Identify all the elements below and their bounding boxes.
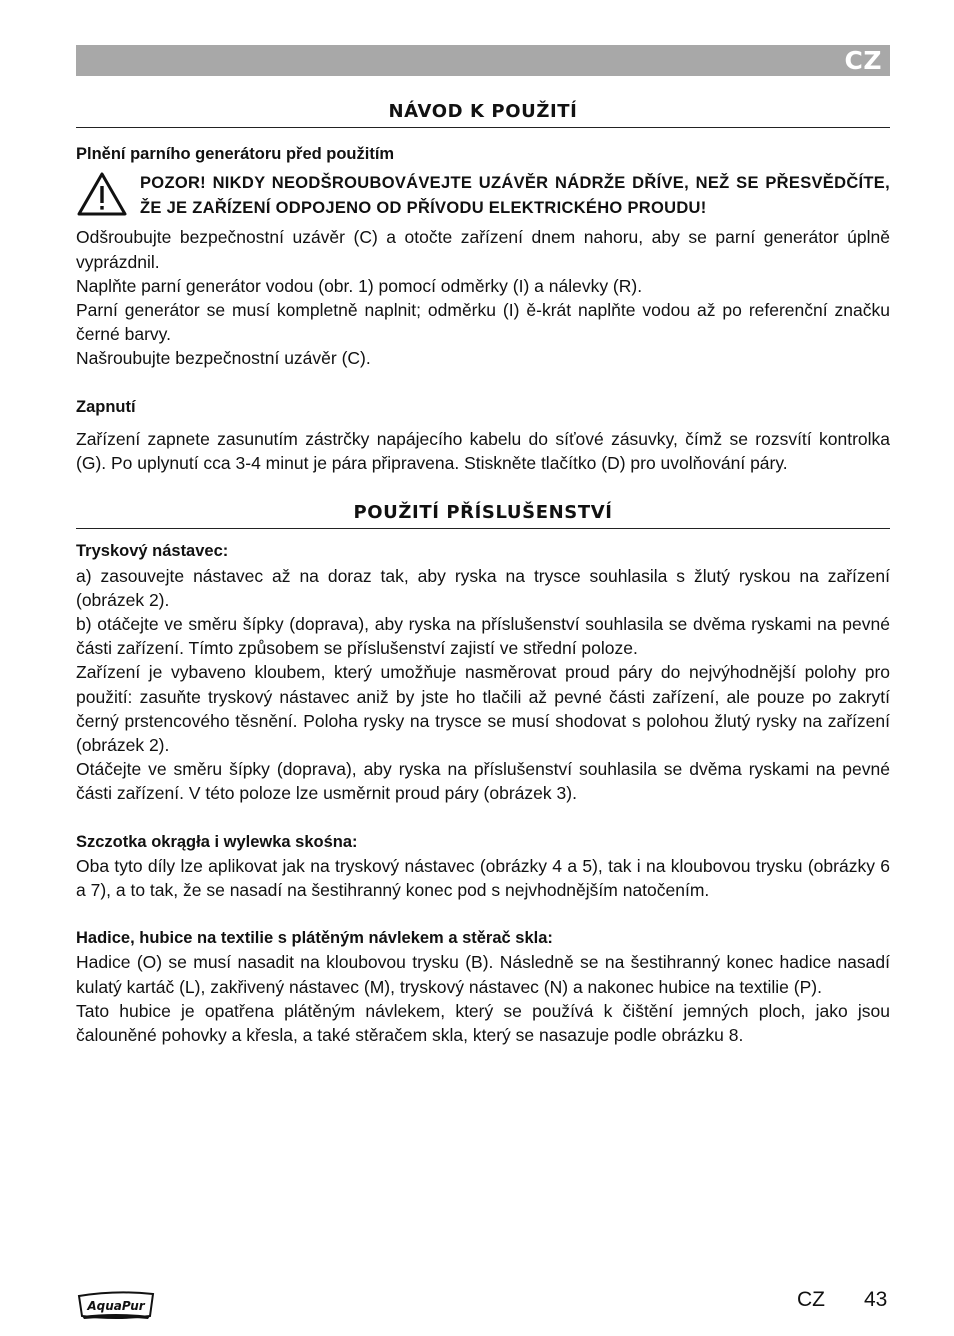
aquapur-logo — [76, 1288, 156, 1322]
paragraph: b) otáčejte ve směru šípky (doprava), aby ryska na příslušenství souhlasila se dvěma ryskami na pevné části zařízení. Tímto způsobem se příslušenství zajistí ve střední poloze. — [76, 614, 890, 659]
footer-language: CZ — [797, 1288, 825, 1311]
section-title-navod: NÁVOD K POUŽITÍ — [76, 100, 890, 128]
page-content — [76, 100, 890, 1047]
subheading-zapnuti: Zapnutí — [76, 397, 136, 416]
warning-text: POZOR! NIKDY NEODŠROUBOVÁVEJTE UZÁVĚR NÁDRŽE DŘÍVE, NEŽ SE PŘESVĚDČÍTE, ŽE JE ZAŘÍZENÍ ODPOJENO OD PŘÍVODU ELEKTRICKÉHO PROUDU! — [140, 174, 890, 218]
paragraph: Naplňte parní generátor vodou (obr. 1) pomocí odměrky (I) a nálevky (R). — [76, 275, 643, 296]
logo-text: AquaPur — [87, 1299, 145, 1313]
header-bar — [76, 45, 890, 76]
paragraph: Odšroubujte bezpečnostní uzávěr (C) a otočte zařízení dnem nahoru, aby se parní generátor úplně vyprázdnil. — [76, 227, 890, 272]
paragraph: a) zasouvejte nástavec až na doraz tak, aby ryska na trysce souhlasila s žlutý ryskou na zařízení (obrázek 2). — [76, 565, 890, 610]
paragraph: Tato hubice je opatřena plátěným návlekem, který se používá k čištění jemných ploch, jako jsou čalouněné pohovky a křesla, a také stěračem skla, který se nasazuje podle obrázku 8. — [76, 1000, 890, 1046]
page-number: 43 — [864, 1288, 888, 1311]
paragraph: Hadice (O) se musí nasadit na kloubovou trysku (B). Následně se na šestihranný konec hadice nasadí kulatý kartáč (L), zakřivený nástavec (M), tryskový nástavec (N) a nakonec hubice na textilie (P). — [76, 952, 890, 997]
subheading-szczotka: Szczotka okrągła i wylewka skośna: — [76, 832, 358, 851]
paragraph: Zařízení je vybaveno kloubem, který umožňuje nasměrovat proud páry do nejvýhodnější polohy pro použití: zasuňte tryskový nástavec aniž by jste ho tlačili až pevné části zařízení, ale pouze po zakrytí černý prstencového těsnění. Poloha rysky na trysce se musí shodovat s polohou žlutý rysky na zařízení (obrázek 2). — [76, 662, 890, 756]
paragraph-szczotka: Oba tyto díly lze aplikovat jak na tryskový nástavec (obrázky 4 a 5), tak i na kloubovou trysku (obrázky 6 a 7), a to tak, že se nasadí na šestihranný konec pod s nejvhodnějším natočením. — [76, 855, 890, 901]
section-title-prislusenstvi: POUŽITÍ PŘÍSLUŠENSTVÍ — [76, 501, 890, 529]
warning-icon — [76, 171, 128, 217]
paragraph: Otáčejte ve směru šípky (doprava), aby ryska na příslušenství souhlasila se dvěma ryskami na pevné části zařízení. V této poloze lze usměrnit proud páry (obrázek 3). — [76, 759, 890, 804]
warning-block — [76, 171, 890, 221]
subheading-plneni: Plnění parního generátoru před použitím — [76, 145, 395, 164]
subheading-hadice: Hadice, hubice na textilie s plátěným návlekem a stěrač skla: — [76, 929, 553, 948]
paragraph: Parní generátor se musí kompletně naplnit; odměrku (I) ě-krát naplňte vodou až po referenční značku černé barvy. — [76, 300, 890, 345]
paragraph: Našroubujte bezpečnostní uzávěr (C). — [76, 348, 371, 369]
language-badge: CZ — [844, 46, 882, 75]
paragraph-zapnuti: Zařízení zapnete zasunutím zástrčky napájecího kabelu do síťové zásuvky, čímž se rozsvítí kontrolka (G). Po uplynutí cca 3-4 minut je pára připravena. Stiskněte tlačítko (D) pro uvolňování páry. — [76, 428, 890, 474]
subheading-tryskovy: Tryskový nástavec: — [76, 542, 229, 561]
